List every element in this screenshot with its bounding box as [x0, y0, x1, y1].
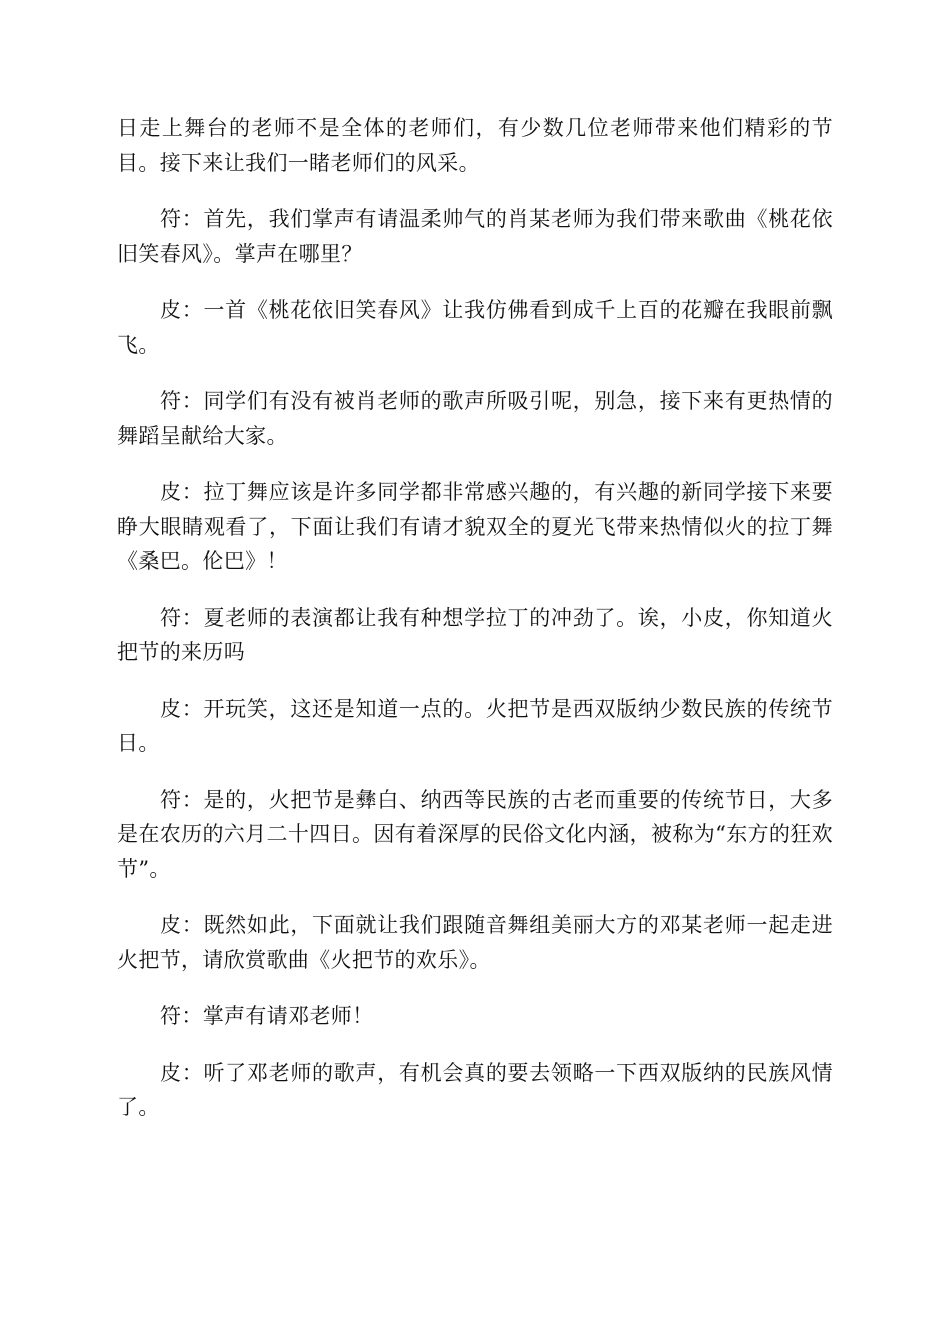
paragraph-8: 符：是的，火把节是彝白、纳西等民族的古老而重要的传统节日，大多是在农历的六月二十四日。因有着深厚的民俗文化内涵，被称为“东方的狂欢节”。 [117, 787, 833, 881]
document-page [117, 111, 833, 1147]
paragraph-7: 皮：开玩笑，这还是知道一点的。火把节是西双版纳少数民族的传统节日。 [117, 696, 833, 755]
paragraph-2: 符：首先，我们掌声有请温柔帅气的肖某老师为我们带来歌曲《桃花依旧笑春风》。掌声在哪里？ [117, 207, 833, 266]
paragraph-4: 符：同学们有没有被肖老师的歌声所吸引呢，别急，接下来有更热情的舞蹈呈献给大家。 [117, 389, 833, 448]
paragraph-5: 皮：拉丁舞应该是许多同学都非常感兴趣的，有兴趣的新同学接下来要睁大眼睛观看了，下面让我们有请才貌双全的夏光飞带来热情似火的拉丁舞《桑巴。伦巴》！ [117, 480, 833, 573]
paragraph-6: 符：夏老师的表演都让我有种想学拉丁的冲劲了。诶，小皮，你知道火把节的来历吗 [117, 605, 833, 664]
paragraph-10: 符：掌声有请邓老师！ [160, 1004, 374, 1028]
paragraph-3: 皮：一首《桃花依旧笑春风》让我仿佛看到成千上百的花瓣在我眼前飘飞。 [117, 298, 833, 357]
paragraph-1: 日走上舞台的老师不是全体的老师们，有少数几位老师带来他们精彩的节目。接下来让我们一睹老师们的风采。 [117, 116, 833, 175]
paragraph-11: 皮：听了邓老师的歌声，有机会真的要去领略一下西双版纳的民族风情了。 [117, 1060, 833, 1119]
paragraph-9: 皮：既然如此，下面就让我们跟随音舞组美丽大方的邓某老师一起走进火把节，请欣赏歌曲《火把节的欢乐》。 [117, 913, 833, 972]
